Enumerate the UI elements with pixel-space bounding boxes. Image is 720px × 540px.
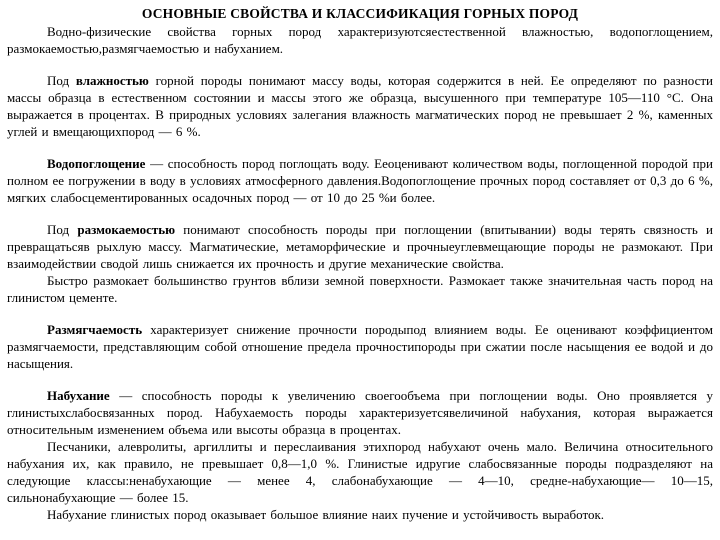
paragraph-softening: [7, 321, 713, 372]
paragraph-swelling-classes: [7, 438, 713, 506]
paragraph-soaking-note: [7, 272, 713, 306]
paragraph-text: характеризует снижение прочности породыпод влиянием воды. Ее оценивают коэффициентом размягчаемости, представляющим собой отношение предела прочностипороды при сжатии после насыщения ее водой и до насыщения.: [7, 322, 713, 371]
paragraph-swelling: [7, 387, 713, 438]
paragraph-text: горной породы понимают массу воды, которая содержится в ней. Ее определяют по разности массы образца в естественном состоянии и массы этого же образца, высушенного при температуре 105—110 °С. Она выражается в процентах. В природных условиях залегания влажность магматических пород не превышает 2 %, каменных углей и вмещающихпород — 6 %.: [7, 73, 713, 139]
paragraph-text: Под: [47, 222, 78, 237]
paragraph-bold-term: Размягчаемость: [47, 322, 143, 337]
page-title: ОСНОВНЫЕ СВОЙСТВА И КЛАССИФИКАЦИЯ ГОРНЫХ ПОРОД: [141, 6, 579, 21]
paragraph-moisture: [7, 72, 713, 140]
paragraph-soaking: [7, 221, 713, 272]
paragraph-bold-term: размокаемостью: [77, 222, 176, 237]
paragraph-bold-term: Водопоглощение: [47, 156, 146, 171]
paragraph-text: Под: [47, 73, 76, 88]
paragraph-text: Песчаники, алевролиты, аргиллиты и переслаивания этихпород набухают очень мало. Величина относительного набухания их, как правило, не превышает 0,8—1,0 %. Глинистые идругие слабосвязанные породы подразделяют на следующие классы:ненабухающие — менее 4, слабонабухающие — 4—10, средне-набухающие— 10—15, сильнонабухающие — более 15.: [7, 439, 713, 505]
paragraph-text: Набухание глинистых пород оказывает большое влияние наих пучение и устойчивость выработок.: [47, 507, 605, 522]
paragraph-swelling-influence: [7, 506, 713, 523]
paragraph-water-absorption: [7, 155, 713, 206]
paragraph-text: — способность пород поглощать воду. Ееоценивают количеством воды, поглощенной породой при полном ее погружении в воду в условиях атмосферного давления.Водопоглощение прочных пород составляет от 0,3 до 6 %, мягких слабосцементированных осадочных пород — от 10 до 25 %и более.: [7, 156, 713, 205]
paragraph-intro: [7, 23, 713, 57]
paragraph-text: Водно-физические свойства горных пород характеризуютсяестественной влажностью, водопоглощением, размокаемостью,размягчаемостью и набуханием.: [7, 24, 713, 56]
paragraph-text: — способность породы к увеличению своегообъема при поглощении воды. Оно проявляется у глинистыхслабосвязанных пород. Набухаемость породы характеризуетсявеличиной набухания, которая выражается относительным изменением объема или высоты образца в процентах.: [7, 388, 713, 437]
paragraph-text: понимают способность породы при поглощении (впитывании) воды терять связность и превращатьсяв рыхлую массу. Магматические, метаморфические и прочныеуглевмещающие породы не размокают. При взаимодействии сводой лишь снижается их прочность и другие механические свойства.: [7, 222, 713, 271]
paragraph-text: Быстро размокает большинство грунтов вблизи земной поверхности. Размокает также значительная часть пород на глинистом цементе.: [7, 273, 713, 305]
paragraph-bold-term: Набухание: [47, 388, 110, 403]
paragraph-bold-term: влажностью: [75, 73, 149, 88]
